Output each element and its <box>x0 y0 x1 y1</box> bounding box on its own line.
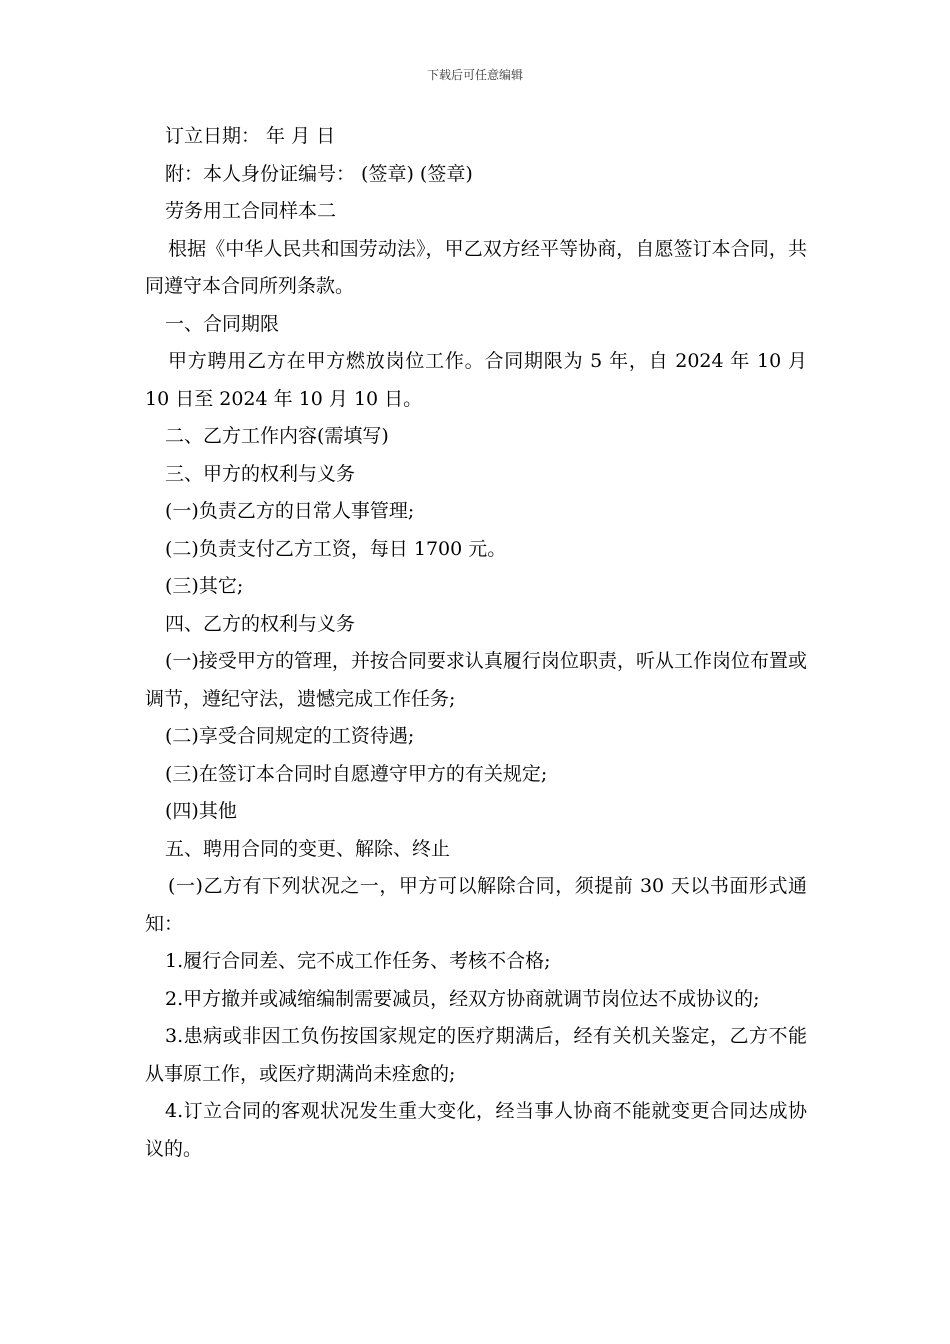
paragraph-signing-date: 订立日期： 年 月 日 <box>165 125 336 147</box>
clause-b-4: (四)其他 <box>165 800 237 822</box>
clause-a-2: (二)负责支付乙方工资，每日 1700 元。 <box>165 537 507 560</box>
section-heading-party-b-rights: 四、乙方的权利与义务 <box>165 612 356 635</box>
clause-b-2: (二)享受合同规定的工资待遇; <box>165 725 415 747</box>
document-body <box>145 118 807 1168</box>
clause-b-3: (三)在签订本合同时自愿遵守甲方的有关规定; <box>165 762 548 785</box>
section-heading-term: 一、合同期限 <box>165 312 280 335</box>
item-termination-2: 2.甲方撤并或减缩编制需要减员，经双方协商就调节岗位达不成协议的; <box>165 987 760 1010</box>
item-termination-3: 3.患病或非因工负伤按国家规定的医疗期满后，经有关机关鉴定，乙方不能从事原工作，或医疗期满尚未痊愈的; <box>145 1025 807 1085</box>
page-header: 下载后可任意编辑 <box>426 68 523 82</box>
item-termination-1: 1.履行合同差、完不成工作任务、考核不合格; <box>165 950 551 972</box>
section-heading-change-termination: 五、聘用合同的变更、解除、终止 <box>165 837 451 860</box>
clause-a-1: (一)负责乙方的日常人事管理; <box>165 500 415 522</box>
clause-termination-1: (一)乙方有下列状况之一，甲方可以解除合同，须提前 30 天以书面形式通知： <box>145 875 807 935</box>
paragraph-id-number: 附：本人身份证编号： (签章) (签章) <box>165 162 473 185</box>
section-heading-party-a-rights: 三、甲方的权利与义务 <box>165 462 356 485</box>
section-heading-work-content: 二、乙方工作内容(需填写) <box>165 425 389 447</box>
clause-b-1: (一)接受甲方的管理，并按合同要求认真履行岗位职责，听从工作岗位布置或调节，遵纪守法，遗憾完成工作任务; <box>145 650 807 710</box>
paragraph-sample-title: 劳务用工合同样本二 <box>165 200 337 222</box>
paragraph-preamble: 根据《中华人民共和国劳动法》，甲乙双方经平等协商，自愿签订本合同，共同遵守本合同所列条款。 <box>145 237 807 297</box>
clause-a-3: (三)其它; <box>165 575 244 597</box>
paragraph-term: 甲方聘用乙方在甲方燃放岗位工作。合同期限为 5 年，自 2024 年 10 月 10 日至 2024 年 10 月 10 日。 <box>145 350 807 410</box>
item-termination-4: 4.订立合同的客观状况发生重大变化，经当事人协商不能就变更合同达成协议的。 <box>145 1100 807 1160</box>
